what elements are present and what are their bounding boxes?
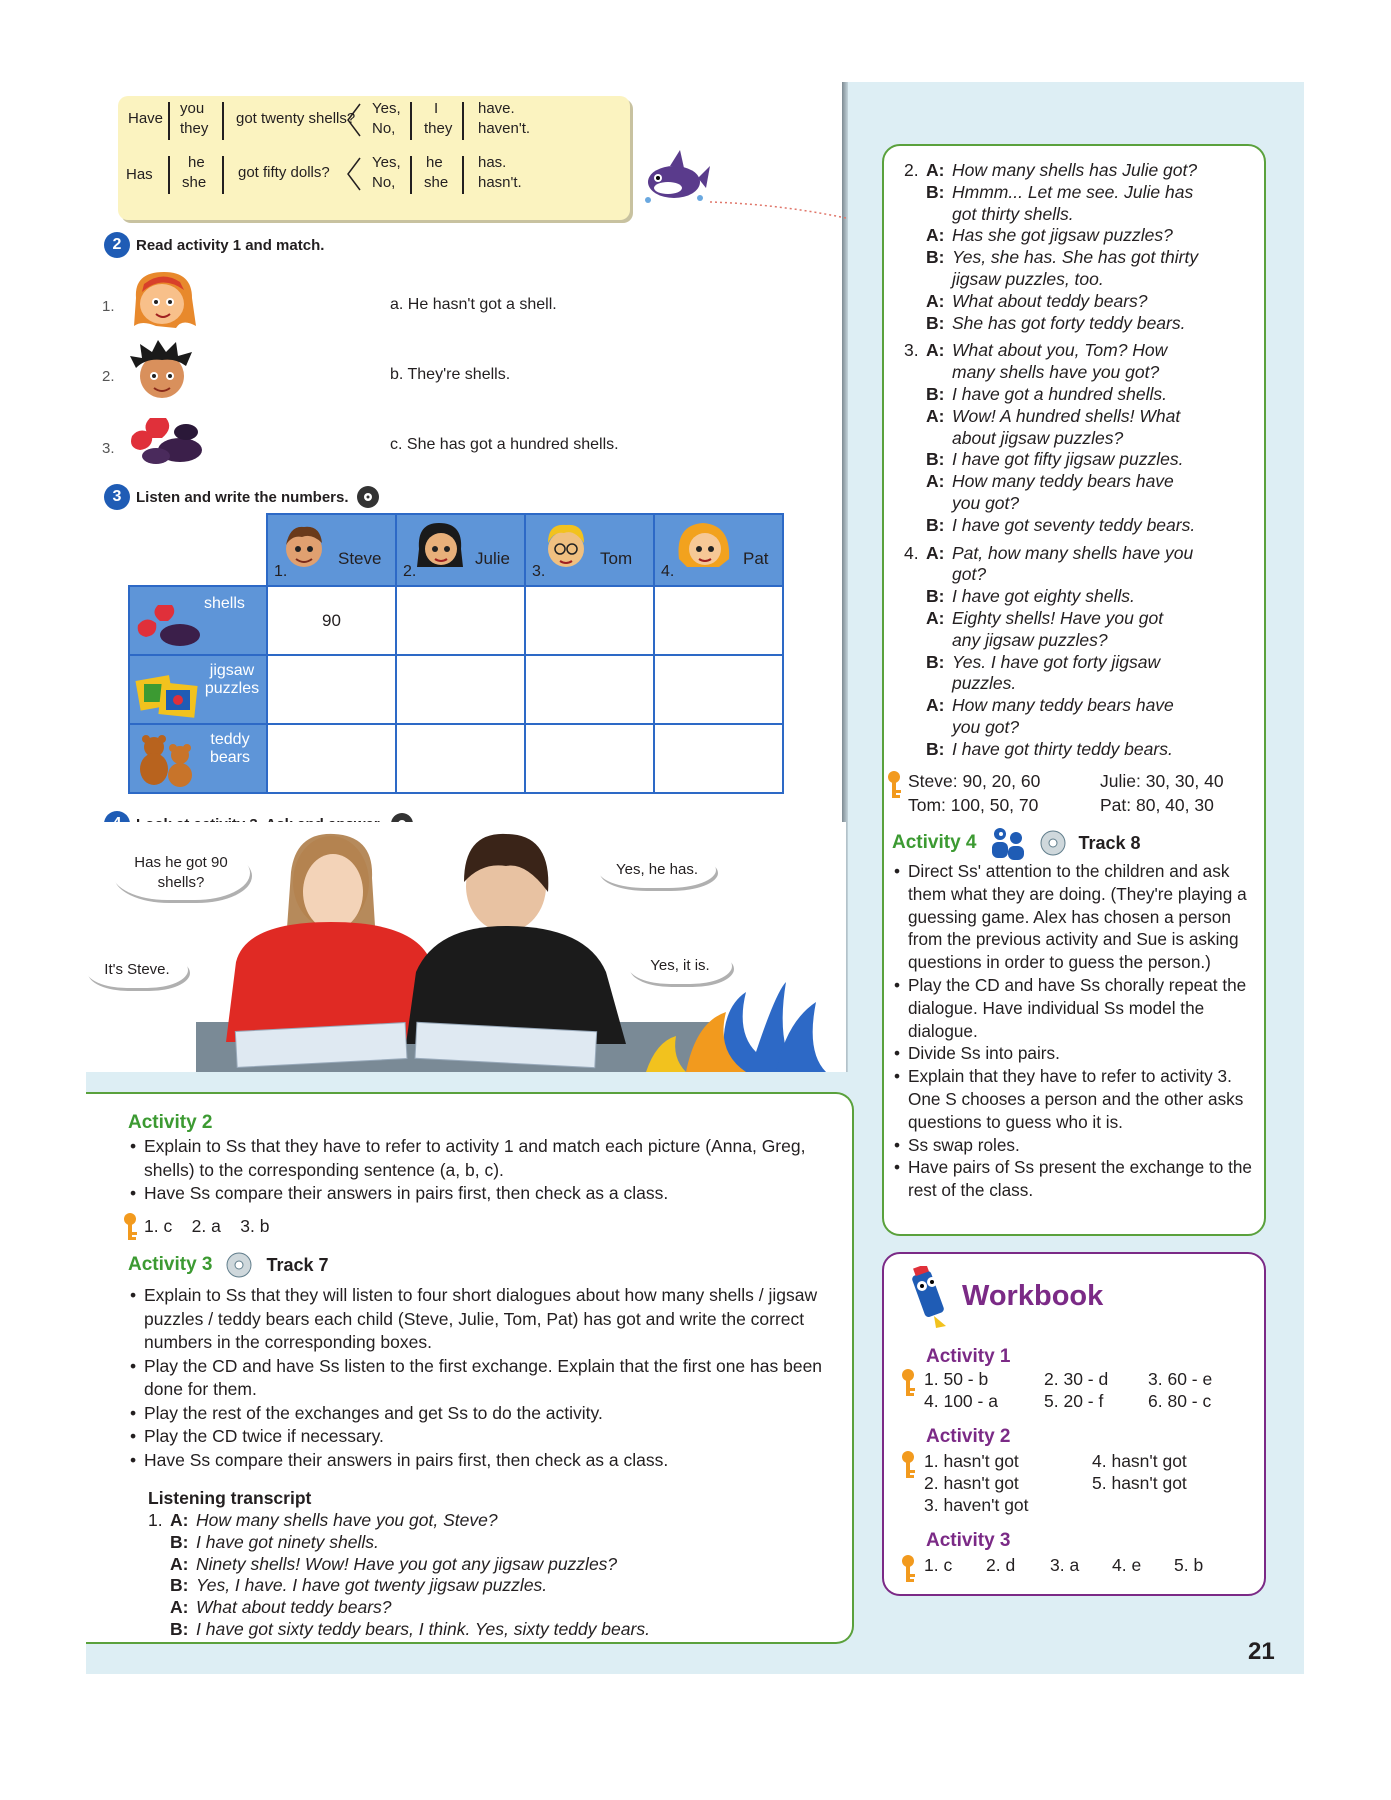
speech-bubble: Has he got 90 shells? xyxy=(112,846,250,900)
key-icon xyxy=(898,1450,918,1480)
column-header-tom: 3. Tom xyxy=(525,514,654,586)
act2-answer-key: 1. c 2. a 3. b xyxy=(120,1212,269,1242)
table-cell[interactable] xyxy=(654,724,783,793)
angle-bracket-icon xyxy=(346,102,362,138)
cd-icon xyxy=(226,1252,252,1278)
page-number: 21 xyxy=(1248,1638,1275,1665)
track-label: Track 8 xyxy=(1078,832,1141,853)
shark-mascot-icon xyxy=(640,148,710,212)
dialog-line: B: I have got sixty teddy bears, I think. Yes, sixty teddy bears. xyxy=(170,1618,650,1639)
grammar-box: Have you they got twenty shells? Yes, No, I they have. haven't. Has he she got fifty dolls? Yes, No, he she has. hasn't. xyxy=(118,96,630,220)
workbook-title: Workbook xyxy=(962,1280,1104,1312)
table-cell[interactable] xyxy=(396,586,525,655)
dialog-line: about jigsaw puzzles? xyxy=(952,427,1124,448)
pencil-mascot-icon xyxy=(904,1266,954,1332)
key-icon xyxy=(898,1368,918,1398)
row-header-jigsaw xyxy=(129,655,267,724)
dialog-line: 1. A: How many shells have you got, Steve? xyxy=(148,1510,498,1530)
dialog-line: A: How many teddy bears have xyxy=(926,695,1174,716)
column-header-julie: 2. Julie xyxy=(396,514,525,586)
dialog-line: 3. A: What about you, Tom? How xyxy=(904,340,1168,361)
column-header-pat: 4. Pat xyxy=(654,514,783,586)
activity3-heading: 3 Listen and write the numbers. xyxy=(104,484,381,510)
teddy-bears-icon xyxy=(134,733,200,789)
dialog-line: A: Eighty shells! Have you got xyxy=(926,607,1164,628)
numbers-table xyxy=(128,513,784,794)
column-header-steve: 1. Steve xyxy=(267,514,396,586)
table-cell[interactable] xyxy=(654,586,783,655)
note-bullet: • Play the CD and have Ss listen to the first exchange. Explain that the first one has been done for them. xyxy=(128,1355,828,1402)
anna-face-icon xyxy=(126,268,202,330)
dialog-line: A: How many teddy bears have xyxy=(926,471,1174,492)
key-icon xyxy=(884,770,904,800)
note-bullet: • Explain that they have to refer to activity 3. One S chooses a person and the other asks questions to guess who it is. xyxy=(892,1065,1264,1133)
note-bullet: • Play the CD twice if necessary. xyxy=(128,1425,828,1449)
angle-bracket-icon xyxy=(346,156,362,192)
note-bullet: • Have Ss compare their answers in pairs first, then check as a class. xyxy=(128,1182,828,1206)
table-cell[interactable] xyxy=(396,724,525,793)
dialog-line: B: Yes, she has. She has got thirty xyxy=(926,247,1199,268)
dialog-line: B: Yes, I have. I have got twenty jigsaw puzzles. xyxy=(170,1575,548,1596)
dialog-line: you got? xyxy=(952,716,1020,737)
table-cell[interactable] xyxy=(654,655,783,724)
act3-bullets xyxy=(128,1284,828,1472)
dialog-line: B: Hmmm... Let me see. Julie has xyxy=(926,181,1194,202)
note-bullet: • Play the CD and have Ss chorally repeat the dialogue. Have individual Ss model the dialogue. xyxy=(892,974,1264,1042)
note-bullet: • Explain to Ss that they have to refer to activity 1 and match each picture (Anna, Greg, shells) to the corresponding sentence (a, b, c). xyxy=(128,1135,828,1182)
activity2-heading xyxy=(104,232,324,258)
act3-notes-title: Activity 3 xyxy=(128,1254,213,1275)
match-sentence-a: a. He hasn't got a shell. xyxy=(390,296,557,313)
match-sentence-c: c. She has got a hundred shells. xyxy=(390,436,619,453)
speech-bubble: It's Steve. xyxy=(86,952,188,988)
table-cell[interactable] xyxy=(396,655,525,724)
row-label: teddy bears xyxy=(209,731,251,766)
children-photo xyxy=(86,822,846,1072)
note-bullet: • Ss swap roles. xyxy=(892,1134,1264,1157)
note-bullet: • Direct Ss' attention to the children and ask them what they are doing. (They're playing a guessing game. Alex has chosen a person from the previous activity and Sue is asking questions in order to guess the person.) xyxy=(892,860,1264,974)
key-icon xyxy=(898,1554,918,1584)
dialog-line: A: Has she got jigsaw puzzles? xyxy=(926,225,1173,246)
act4-bullets xyxy=(892,860,1264,1202)
act4-notes-header xyxy=(892,826,1141,860)
dialog-line: B: I have got fifty jigsaw puzzles. xyxy=(926,449,1184,470)
dialog-line: B: I have got eighty shells. xyxy=(926,586,1135,607)
dialog-line: A: What about teddy bears? xyxy=(926,290,1148,311)
dialog-line: many shells have you got? xyxy=(952,362,1160,383)
transcript-dialog-1 xyxy=(148,1510,798,1641)
note-bullet: • Play the rest of the exchanges and get Ss to do the activity. xyxy=(128,1402,828,1426)
dialog-line: any jigsaw puzzles? xyxy=(952,629,1108,650)
cd-icon xyxy=(355,484,381,510)
column-label: Julie xyxy=(475,549,510,568)
track-label: Track 7 xyxy=(266,1254,329,1275)
row-header-teddy xyxy=(129,724,267,793)
dialog-line: puzzles. xyxy=(952,673,1017,694)
grammar-aux: Have xyxy=(128,110,164,127)
dialog-line: you got? xyxy=(952,492,1020,513)
note-bullet: • Have Ss compare their answers in pairs first, then check as a class. xyxy=(128,1449,828,1473)
note-bullet: • Divide Ss into pairs. xyxy=(892,1042,1264,1065)
transcript-title: Listening transcript xyxy=(148,1488,312,1508)
workbook-box: Workbook Activity 1 1. 50 - b 2. 30 - d 3. 60 - e 4. 100 - a 5. 20 - f 6. 80 - c Activity 2 1. hasn't got 4. hasn't got 2. hasn't got 5. hasn't got 3. haven't got Activity 3 1. c 2. d 3. a 4. e 5. b xyxy=(882,1252,1266,1596)
table-cell[interactable]: 90 xyxy=(267,586,396,655)
dialog-line: B: Yes. I have got forty jigsaw xyxy=(926,651,1161,672)
act4-notes-title: Activity 4 xyxy=(892,832,977,853)
match-sentence-b: b. They're shells. xyxy=(390,366,511,383)
table-cell[interactable] xyxy=(525,655,654,724)
activity2-title: Read activity 1 and match. xyxy=(136,236,325,254)
dialog-line: B: I have got seventy teddy bears. xyxy=(926,514,1196,535)
act2-notes-title: Activity 2 xyxy=(128,1112,213,1133)
greg-face-icon xyxy=(126,338,198,404)
note-bullet: • Have pairs of Ss present the exchange to the rest of the class. xyxy=(892,1156,1264,1202)
jigsaw-puzzles-icon xyxy=(134,664,204,720)
activity-number-badge: 2 xyxy=(104,232,130,258)
dialog-line: got thirty shells. xyxy=(952,203,1074,224)
dialog-line: B: She has got forty teddy bears. xyxy=(926,312,1186,333)
table-cell[interactable] xyxy=(267,724,396,793)
note-bullet: • Explain to Ss that they will listen to four short dialogues about how many shells / jigsaw puzzles / teddy bears each child (Steve, Julie, Tom, Pat) has got and write the correct numbers in the corresponding boxes. xyxy=(128,1284,828,1355)
dialog-line: B: I have got a hundred shells. xyxy=(926,383,1168,404)
table-cell[interactable] xyxy=(525,724,654,793)
column-label: Pat xyxy=(743,549,769,568)
dotted-pointer-line xyxy=(708,198,848,220)
speech-bubble: Yes, he has. xyxy=(598,852,716,888)
shells-icon xyxy=(126,414,206,466)
key-icon xyxy=(120,1212,140,1242)
dialog-line: B: I have got ninety shells. xyxy=(170,1531,379,1552)
dialog-line: B: I have got thirty teddy bears. xyxy=(926,738,1173,759)
act3-notes-header xyxy=(128,1252,329,1278)
row-label: jigsaw puzzles xyxy=(204,662,260,697)
pat-face-icon xyxy=(675,519,733,571)
row-label: shells xyxy=(204,595,245,612)
table-cell[interactable] xyxy=(267,655,396,724)
column-label: Tom xyxy=(600,549,633,568)
dialog-line: A: What about teddy bears? xyxy=(170,1597,392,1618)
cd-icon xyxy=(1040,830,1066,856)
dialog-line: got? xyxy=(952,564,987,585)
tom-face-icon xyxy=(540,519,592,571)
dialog-line: jigsaw puzzles, too. xyxy=(952,268,1104,289)
dialog-line: A: Ninety shells! Wow! Have you got any jigsaw puzzles? xyxy=(170,1553,618,1574)
dialog-line: 2. A: How many shells has Julie got? xyxy=(904,160,1198,180)
activity3-title: Listen and write the numbers. xyxy=(136,488,349,506)
act2-notes xyxy=(128,1112,828,1206)
dialog-line: 4. A: Pat, how many shells have you xyxy=(904,542,1194,563)
pair-work-icon xyxy=(988,826,1028,860)
dialog-line: A: Wow! A hundred shells! What xyxy=(926,405,1181,426)
transcript-dialogs-2-4 xyxy=(904,160,1260,761)
column-label: Steve xyxy=(338,549,382,568)
speech-bubble: Yes, it is. xyxy=(628,948,732,984)
julie-face-icon xyxy=(413,519,465,571)
shells-icon xyxy=(134,601,204,653)
row-header-shells xyxy=(129,586,267,655)
table-cell[interactable] xyxy=(525,586,654,655)
